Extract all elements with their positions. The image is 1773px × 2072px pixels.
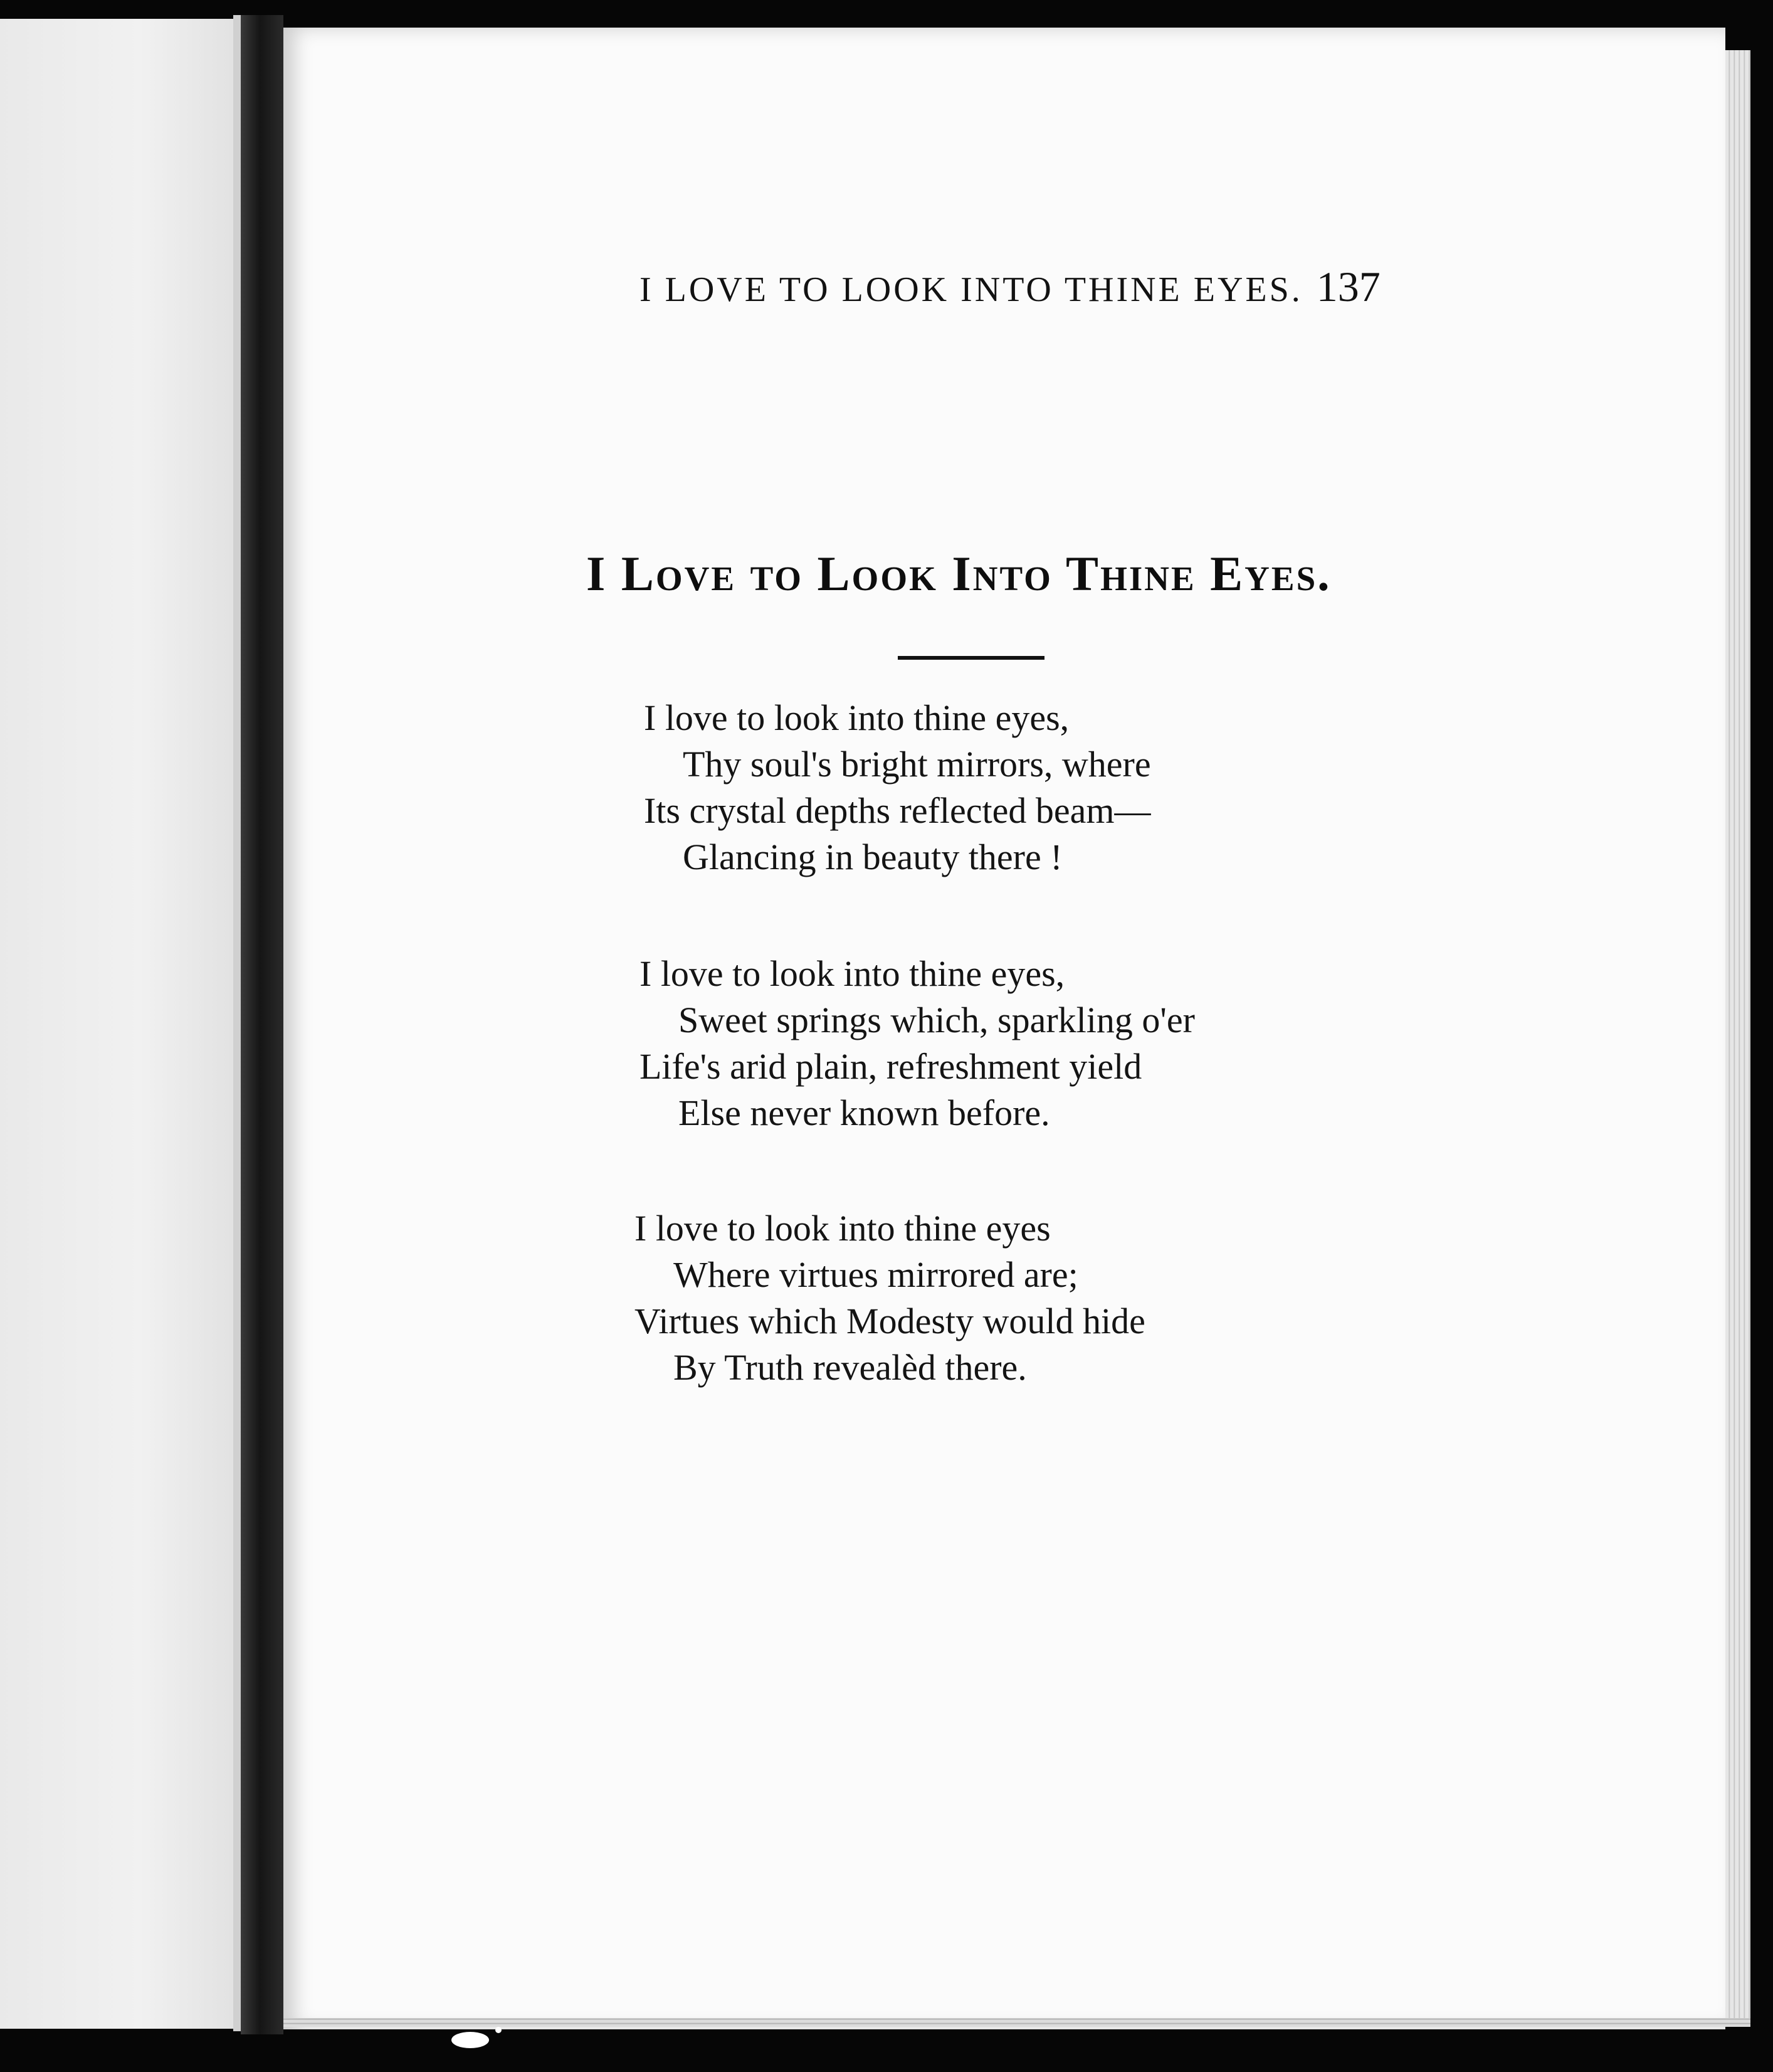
poem-line: Virtues which Modesty would hide: [634, 1301, 1145, 1341]
poem-line: Thy soul's bright mirrors, where: [683, 744, 1151, 785]
paper-speck: [495, 2027, 502, 2033]
stanza-3: [634, 1205, 1145, 1391]
poem-line: By Truth revealèd there.: [673, 1347, 1027, 1388]
stanza-2: [639, 951, 1195, 1136]
poem-line: Life's arid plain, refreshment yield: [639, 1046, 1142, 1087]
poem-title: I Love to Look Into Thine Eyes.: [586, 546, 1332, 601]
book-gutter: [241, 15, 283, 2034]
page-stack-edge: [1725, 50, 1750, 2026]
poem-line: I love to look into thine eyes: [634, 1208, 1051, 1249]
running-head-title: I LOVE TO LOOK INTO THINE EYES.: [639, 270, 1303, 309]
poem-line: I love to look into thine eyes,: [644, 697, 1070, 738]
page-number: 137: [1316, 263, 1381, 310]
running-head: [639, 262, 1381, 312]
paper-speck: [451, 2032, 489, 2048]
poem-line: Sweet springs which, sparkling o'er: [678, 1000, 1195, 1040]
poem-line: Where virtues mirrored are;: [673, 1254, 1078, 1295]
previous-page-edge: [233, 15, 241, 2031]
page-stack-bottom: [283, 2018, 1750, 2027]
poem-line: Its crystal depths reflected beam—: [644, 790, 1151, 831]
stanza-1: [644, 695, 1151, 880]
poem-line: Else never known before.: [678, 1092, 1050, 1133]
previous-page: [0, 19, 233, 2029]
title-rule: [898, 656, 1044, 660]
poem-line: I love to look into thine eyes,: [639, 953, 1065, 994]
poem-line: Glancing in beauty there !: [683, 837, 1063, 877]
